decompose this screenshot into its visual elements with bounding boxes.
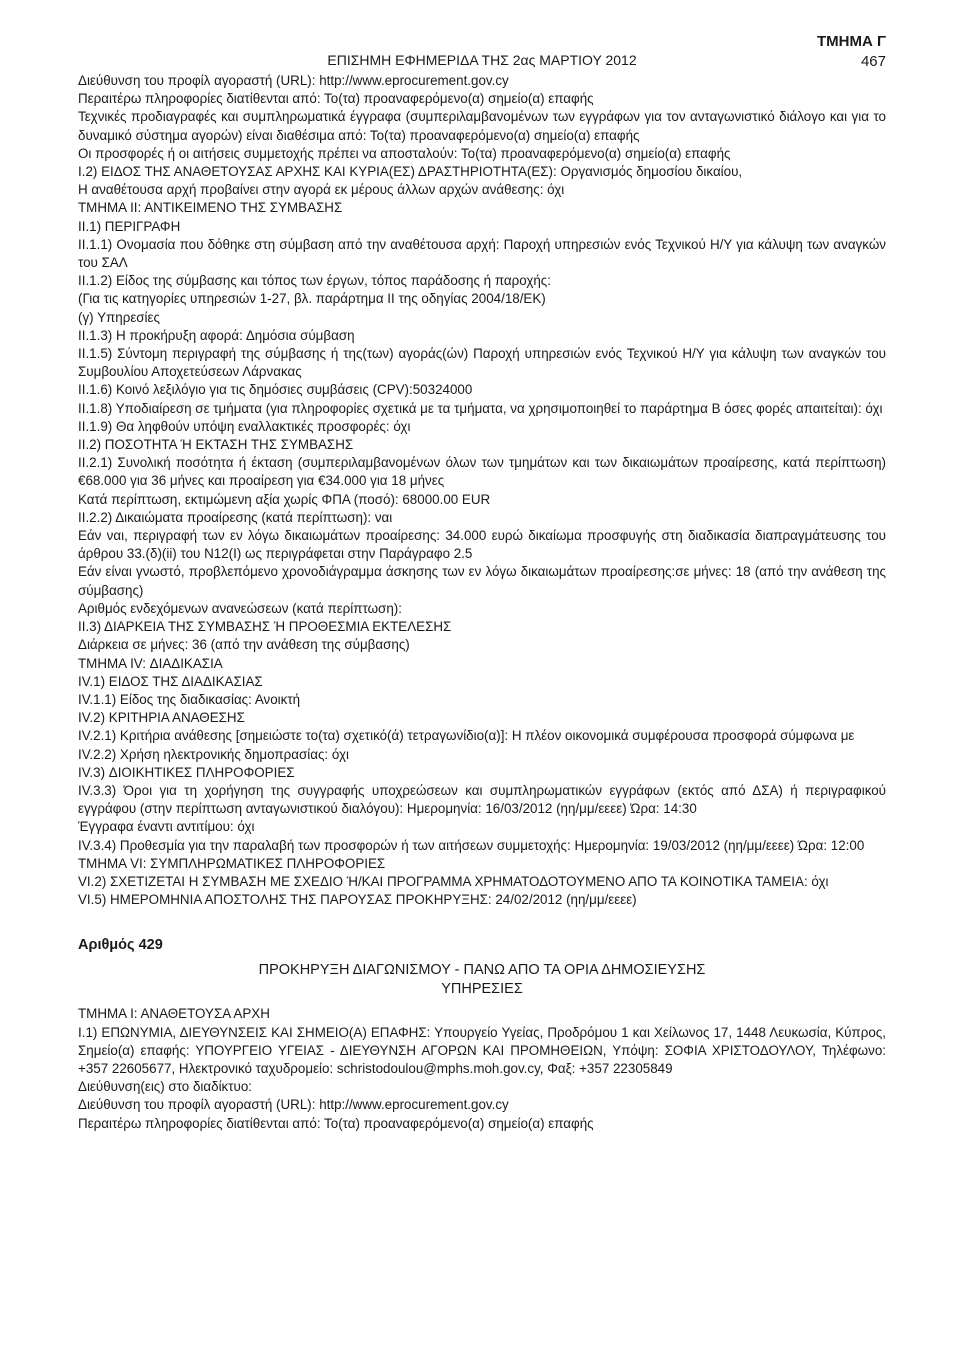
- paragraph: ΙΙ.1.6) Κοινό λεξιλόγιο για τις δημόσιες συμβάσεις (CPV):50324000: [78, 382, 473, 398]
- paragraph: ΙΙ.2.1) Συνολική ποσότητα ή έκταση (συμπεριλαμβανομένων όλων των τμημάτων και των δικαιωμάτων προαίρεσης, κατά περίπτωση)€68.000 για 36 μήνες και προαίρεση για €34.000 για 18 μήνες: [78, 455, 886, 489]
- paragraph: Ι.2) ΕΙΔΟΣ ΤΗΣ ΑΝΑΘΕΤΟΥΣΑΣ ΑΡΧΗΣ ΚΑΙ ΚΥΡΙΑ(ΕΣ) ΔΡΑΣΤΗΡΙΟΤΗΤΑ(ΕΣ): Οργανισμός δημοσίου δικαίου,: [78, 164, 743, 180]
- paragraph: ΙΙ.2.2) Δικαιώματα προαίρεσης (κατά περίπτωση): ναι: [78, 509, 393, 525]
- paragraph: Διάρκεια σε μήνες: 36 (από την ανάθεση της σύμβασης): [78, 637, 410, 653]
- gazette-page: [78, 30, 886, 1133]
- paragraph: ΙΙ.3) ΔΙΑΡΚΕΙΑ ΤΗΣ ΣΥΜΒΑΣΗΣ Ή ΠΡΟΘΕΣΜΙΑ ΕΚΤΕΛΕΣΗΣ: [78, 619, 452, 635]
- new-notice-body: [78, 1005, 886, 1132]
- notice-title-line: ΥΠΗΡΕΣΙΕΣ: [441, 981, 523, 998]
- paragraph: Κατά περίπτωση, εκτιμώμενη αξία χωρίς ΦΠΑ (ποσό): 68000.00 EUR: [78, 491, 491, 507]
- page-header: [78, 30, 886, 72]
- paragraph: VI.5) ΗΜΕΡΟΜΗΝΙΑ ΑΠΟΣΤΟΛΗΣ ΤΗΣ ΠΑΡΟΥΣΑΣ ΠΡΟΚΗΡΥΞΗΣ: 24/02/2012 (ηη/μμ/εεεε): [78, 892, 637, 908]
- publication-title: ΕΠΙΣΗΜΗ ΕΦΗΜΕΡΙΔΑ ΤΗΣ 2ας ΜΑΡΤΙΟΥ 2012: [327, 52, 637, 68]
- paragraph: ΙΙ.1.5) Σύντομη περιγραφή της σύμβασης ή της(των) αγοράς(ών) Παροχή υπηρεσιών ενός Τεχνικού Η/Υ για κάλυψη των αναγκών του Συμβουλίου Αποχετεύσεων Λάρνακας: [78, 346, 886, 380]
- paragraph: IV.1) ΕΙΔΟΣ ΤΗΣ ΔΙΑΔΙΚΑΣΙΑΣ: [78, 673, 263, 689]
- section-heading: ΤΜΗΜΑ VI: ΣΥΜΠΛΗΡΩΜΑΤΙΚΕΣ ΠΛΗΡΟΦΟΡΙΕΣ: [78, 855, 386, 871]
- notice-title: [78, 961, 886, 999]
- paragraph: Οι προσφορές ή οι αιτήσεις συμμετοχής πρέπει να αποσταλούν: Το(τα) προαναφερόμενο(α) σημείο(α) επαφής: [78, 145, 731, 161]
- paragraph: IV.3.4) Προθεσμία για την παραλαβή των προσφορών ή των αιτήσεων συμμετοχής: Ημερομηνία: 19/03/2012 (ηη/μμ/εεεε) Ώρα: 12:00: [78, 837, 865, 853]
- paragraph: Εάν είναι γνωστό, προβλεπόμενο χρονοδιάγραμμα άσκησης των εν λόγω δικαιωμάτων προαίρεσης:σε μήνες: 18 (από την ανάθεση της σύμβασης): [78, 564, 886, 598]
- paragraph: ΙΙ.1.1) Ονομασία που δόθηκε στη σύμβαση από την αναθέτουσα αρχή: Παροχή υπηρεσιών ενός Τεχνικού Η/Υ για κάλυψη των αναγκών του ΣΑΛ: [78, 236, 886, 271]
- paragraph: VI.2) ΣΧΕΤΙΖΕΤΑΙ Η ΣΥΜΒΑΣΗ ΜΕ ΣΧΕΔΙΟ Ή/ΚΑΙ ΠΡΟΓΡΑΜΜΑ ΧΡΗΜΑΤΟΔΟΤΟΥΜΕΝΟ ΑΠΟ ΤΑ ΚΟΙΝΟΤΙΚΑ ΤΑΜΕΙΑ: όχι: [78, 873, 829, 889]
- paragraph: Περαιτέρω πληροφορίες διατίθενται από: Το(τα) προαναφερόμενο(α) σημείο(α) επαφής: [78, 91, 594, 107]
- paragraph: Περαιτέρω πληροφορίες διατίθενται από: Το(τα) προαναφερόμενο(α) σημείο(α) επαφής: [78, 1115, 594, 1131]
- paragraph: Διεύθυνση(εις) στο διαδίκτυο:: [78, 1079, 253, 1095]
- header-right: [817, 32, 886, 72]
- paragraph: IV.2.1) Κριτήρια ανάθεσης [σημειώστε το(τα) σχετικό(ά) τετραγωνίδιο(α)]: Η πλέον οικονομικά συμφέρουσα προσφορά σύμφωνα με: [78, 728, 855, 744]
- paragraph: Εάν ναι, περιγραφή των εν λόγω δικαιωμάτων προαίρεσης: 34.000 ευρώ δικαίωμα προσφυγής στη διαδικασία διαπραγμάτευσης του άρθρου 33.(δ)(ii) του Ν12(Ι) ως περιγράφεται στην Παράγραφο 2.5: [78, 528, 886, 562]
- paragraph: ΙΙ.1) ΠΕΡΙΓΡΑΦΗ: [78, 218, 181, 234]
- paragraph: IV.2) ΚΡΙΤΗΡΙΑ ΑΝΑΘΕΣΗΣ: [78, 710, 245, 726]
- notice-number: Αριθμός 429: [78, 937, 163, 954]
- section-heading: ΤΜΗΜΑ Ι: ΑΝΑΘΕΤΟΥΣΑ ΑΡΧΗ: [78, 1006, 270, 1022]
- paragraph: Αριθμός ενδεχόμενων ανανεώσεων (κατά περίπτωση):: [78, 600, 402, 616]
- page-number: 467: [860, 53, 886, 70]
- section-heading: ΤΜΗΜΑ ΙΙ: ΑΝΤΙΚΕΙΜΕΝΟ ΤΗΣ ΣΥΜΒΑΣΗΣ: [78, 200, 343, 216]
- paragraph: ΙΙ.2) ΠΟΣΟΤΗΤΑ Ή ΕΚΤΑΣΗ ΤΗΣ ΣΥΜΒΑΣΗΣ: [78, 437, 354, 453]
- paragraph: ΙΙ.1.9) Θα ληφθούν υπόψη εναλλακτικές προσφορές: όχι: [78, 418, 411, 434]
- paragraph: IV.3.3) Όροι για τη χορήγηση της συγγραφής υποχρεώσεων και συμπληρωματικών εγγράφων (εκτός από ΔΣΑ) ή περιγραφικού εγγράφου (στην περίπτωση ανταγωνιστικού διαλόγου): Ημερομηνία: 16/03/2012 (ηη/μμ/εεεε) Ώρα: 14:30: [78, 782, 886, 817]
- paragraph: Η αναθέτουσα αρχή προβαίνει στην αγορά εκ μέρους άλλων αρχών ανάθεσης: όχι: [78, 182, 565, 198]
- paragraph: Ι.1) ΕΠΩΝΥΜΙΑ, ΔΙΕΥΘΥΝΣΕΙΣ ΚΑΙ ΣΗΜΕΙΟ(Α) ΕΠΑΦΗΣ: Υπουργείο Υγείας, Προδρόμου 1 και Χείλωνος 17, 1448 Λευκωσία, Κύπρος, Σημείο(α) επαφής: ΥΠΟΥΡΓΕΙΟ ΥΓΕΙΑΣ - ΔΙΕΥΘΥΝΣΗ ΑΓΟΡΩΝ ΚΑΙ ΠΡΟΜΗΘΕΙΩΝ, Υπόψη: ΣΟΦΙΑ ΧΡΙΣΤΟΔΟΥΛΟΥ, Τηλέφωνο: +357 22605677, Ηλεκτρονικό ταχυδρομείο: schristodoulou@mphs.moh.gov.cy, Φαξ: +357 22305849: [78, 1024, 886, 1076]
- paragraph: Διεύθυνση του προφίλ αγοραστή (URL): http://www.eprocurement.gov.cy: [78, 1097, 509, 1113]
- paragraph: IV.3) ΔΙΟΙΚΗΤΙΚΕΣ ΠΛΗΡΟΦΟΡΙΕΣ: [78, 764, 295, 780]
- paragraph: ΙΙ.1.8) Υποδιαίρεση σε τμήματα (για πληροφορίες σχετικά με τα τμήματα, να χρησιμοποιηθεί το παράρτημα Β όσες φορές απαιτείται): όχι: [78, 400, 883, 416]
- paragraph: (γ) Υπηρεσίες: [78, 309, 160, 325]
- section-label: ΤΜΗΜΑ Γ: [816, 33, 886, 50]
- paragraph: IV.1.1) Είδος της διαδικασίας: Ανοικτή: [78, 691, 301, 707]
- paragraph: Τεχνικές προδιαγραφές και συμπληρωματικά έγγραφα (συμπεριλαμβανομένων των εγγράφων για τον ανταγωνιστικό διάλογο και για το δυναμικό σύστημα αγορών) είναι διαθέσιμα από: Το(τα) προαναφερόμενο(α) σημείο(α) επαφής: [78, 109, 886, 143]
- section-heading: ΤΜΗΜΑ IV: ΔΙΑΔΙΚΑΣΙΑ: [78, 655, 223, 671]
- paragraph: (Για τις κατηγορίες υπηρεσιών 1-27, βλ. παράρτημα ΙΙ της οδηγίας 2004/18/ΕΚ): [78, 291, 546, 307]
- paragraph: IV.2.2) Χρήση ηλεκτρονικής δημοπρασίας: όχι: [78, 746, 349, 762]
- paragraph: ΙΙ.1.3) Η προκήρυξη αφορά: Δημόσια σύμβαση: [78, 327, 355, 343]
- spacer: [78, 909, 886, 935]
- paragraph: Διεύθυνση του προφίλ αγοραστή (URL): http://www.eprocurement.gov.cy: [78, 73, 509, 88]
- notice-continuation: [78, 72, 886, 909]
- paragraph: ΙΙ.1.2) Είδος της σύμβασης και τόπος των έργων, τόπος παράδοσης ή παροχής:: [78, 273, 551, 289]
- notice-title-line: ΠΡΟΚΗΡΥΞΗ ΔΙΑΓΩΝΙΣΜΟΥ - ΠΑΝΩ ΑΠΟ ΤΑ ΟΡΙΑ ΔΗΜΟΣΙΕΥΣΗΣ: [258, 962, 706, 979]
- paragraph: Έγγραφα έναντι αντιτίμου: όχι: [78, 819, 255, 835]
